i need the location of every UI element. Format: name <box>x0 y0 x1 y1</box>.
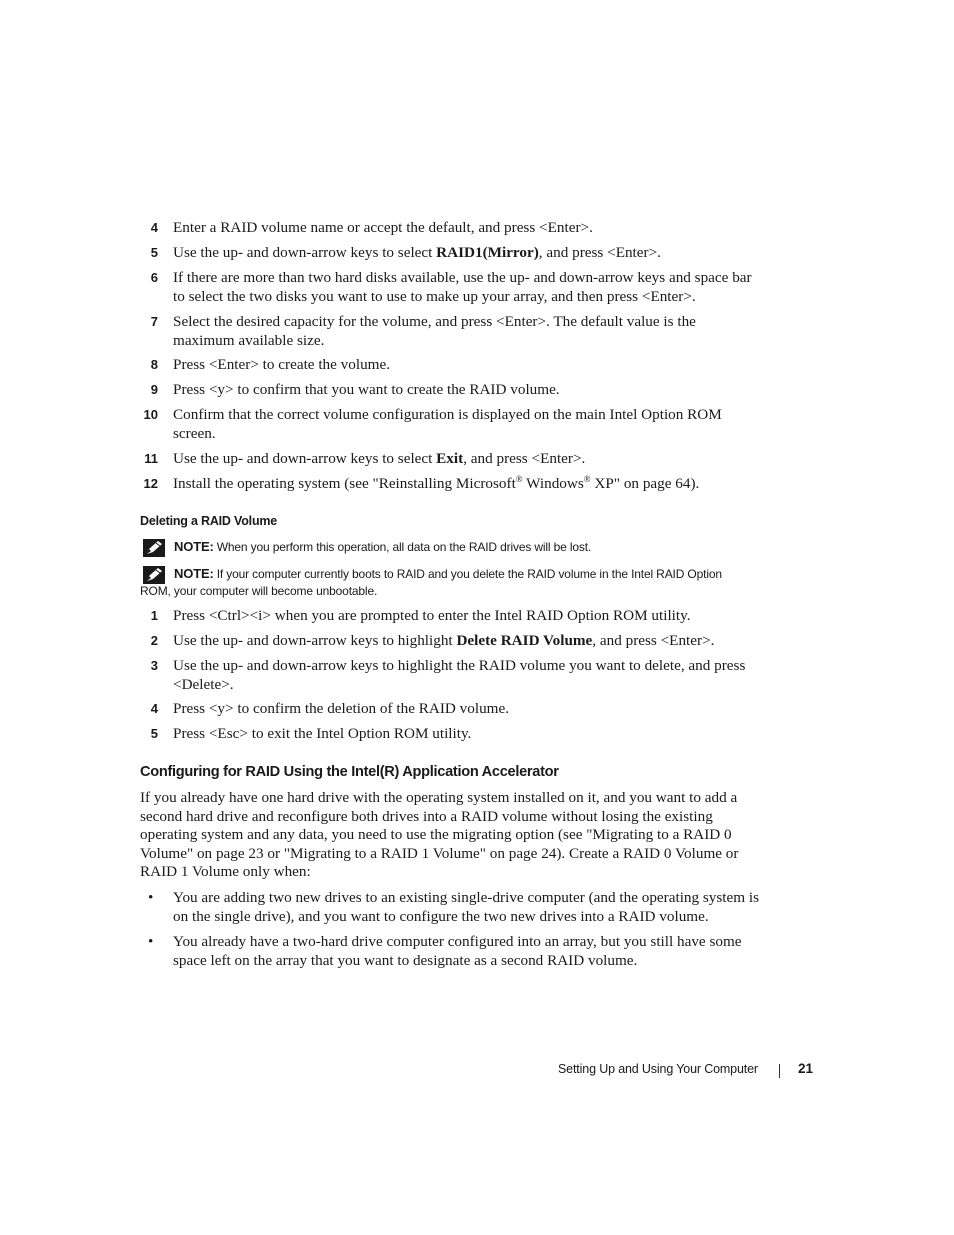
bullet-text: You are adding two new drives to an existing single-drive computer (and the operating system is on the single drive), and you want to configure the two new drives into a RAID volume. <box>173 889 760 925</box>
step-number: 2 <box>150 633 158 648</box>
step-item <box>140 475 760 494</box>
step-number: 10 <box>143 407 158 422</box>
step-text: Select the desired capacity for the volume, and press <Enter>. The default value is the maximum available size. <box>173 313 696 349</box>
step-text: Install the operating system (see "Reinstalling Microsoft® Windows® XP" on page 64). <box>173 474 700 492</box>
step-number: 7 <box>150 314 158 329</box>
note-label: NOTE: <box>174 566 214 581</box>
note-text: NOTE: If your computer currently boots to RAID and you delete the RAID volume in the Intel RAID Option ROM, your computer will become unbootable. <box>140 566 722 598</box>
footer-section-title: Setting Up and Using Your Computer <box>558 1062 758 1076</box>
section-subheading: Deleting a RAID Volume <box>140 514 278 528</box>
step-number: 8 <box>150 357 158 372</box>
step-number: 12 <box>143 476 158 491</box>
step-item <box>140 725 760 744</box>
page-number: 21 <box>798 1061 814 1076</box>
step-number: 4 <box>150 220 158 235</box>
bullet-marker: • <box>148 933 154 950</box>
body-paragraph: If you already have one hard drive with the operating system installed on it, and you want to add a second hard drive and reconfigure both drives into a RAID volume without losing the existing operating system and any data, you need to use the migrating option (see "Migrating to a RAID 0 Volume" on page 23 or "Migrating to a RAID 1 Volume" on page 24). Create a RAID 0 Volume or RAID 1 Volume only when: <box>140 789 739 880</box>
step-text: Press <Ctrl><i> when you are prompted to enter the Intel RAID Option ROM utility. <box>173 607 691 624</box>
ui-term: Exit <box>436 450 464 467</box>
step-number: 1 <box>150 608 158 623</box>
pencil-note-icon <box>143 566 165 584</box>
step-text: If there are more than two hard disks available, use the up- and down-arrow keys and space bar to select the two disks you want to use to make up your array, and then press <Enter>. <box>173 269 752 305</box>
ui-term: RAID1(Mirror) <box>436 244 539 261</box>
step-number: 5 <box>150 245 158 260</box>
step-item <box>140 700 760 719</box>
note-label: NOTE: <box>174 539 214 554</box>
step-text: Press <y> to confirm that you want to create the RAID volume. <box>173 381 560 398</box>
note-text: NOTE: When you perform this operation, all data on the RAID drives will be lost. <box>174 539 592 554</box>
step-item <box>140 450 760 469</box>
step-number: 5 <box>150 726 158 741</box>
pencil-note-icon <box>143 539 165 557</box>
step-text: Confirm that the correct volume configuration is displayed on the main Intel Option ROM screen. <box>173 406 722 442</box>
step-text: Press <y> to confirm the deletion of the RAID volume. <box>173 700 510 717</box>
note-callout <box>140 565 760 600</box>
step-item <box>140 607 760 626</box>
section-heading: Configuring for RAID Using the Intel(R) Application Accelerator <box>140 764 559 780</box>
step-text: Enter a RAID volume name or accept the default, and press <Enter>. <box>173 219 593 236</box>
bullet-item <box>140 933 760 970</box>
bullet-marker: • <box>148 889 154 906</box>
step-text: Press <Enter> to create the volume. <box>173 356 391 373</box>
step-item <box>140 356 760 375</box>
step-number: 11 <box>144 451 158 466</box>
bullet-item <box>140 889 760 926</box>
step-item <box>140 244 760 263</box>
step-number: 9 <box>150 382 158 397</box>
step-item <box>140 406 760 443</box>
step-item <box>140 219 760 238</box>
ui-term: Delete RAID Volume <box>456 632 593 649</box>
step-item <box>140 269 760 306</box>
step-text: Use the up- and down-arrow keys to highlight Delete RAID Volume, and press <Enter>. <box>173 632 715 649</box>
step-number: 6 <box>150 270 158 285</box>
step-item <box>140 313 760 350</box>
step-text: Press <Esc> to exit the Intel Option ROM utility. <box>173 725 472 742</box>
bullet-text: You already have a two-hard drive computer configured into an array, but you still have some space left on the array that you want to designate as a second RAID volume. <box>173 933 742 969</box>
footer-divider <box>779 1064 780 1078</box>
step-item <box>140 381 760 400</box>
step-text: Use the up- and down-arrow keys to select RAID1(Mirror), and press <Enter>. <box>173 244 661 261</box>
step-number: 4 <box>150 701 158 716</box>
step-item <box>140 632 760 651</box>
step-item <box>140 657 760 694</box>
step-text: Use the up- and down-arrow keys to highlight the RAID volume you want to delete, and press <Delete>. <box>173 657 746 693</box>
step-number: 3 <box>150 658 158 673</box>
note-callout <box>140 538 760 556</box>
step-text: Use the up- and down-arrow keys to select Exit, and press <Enter>. <box>173 450 586 467</box>
